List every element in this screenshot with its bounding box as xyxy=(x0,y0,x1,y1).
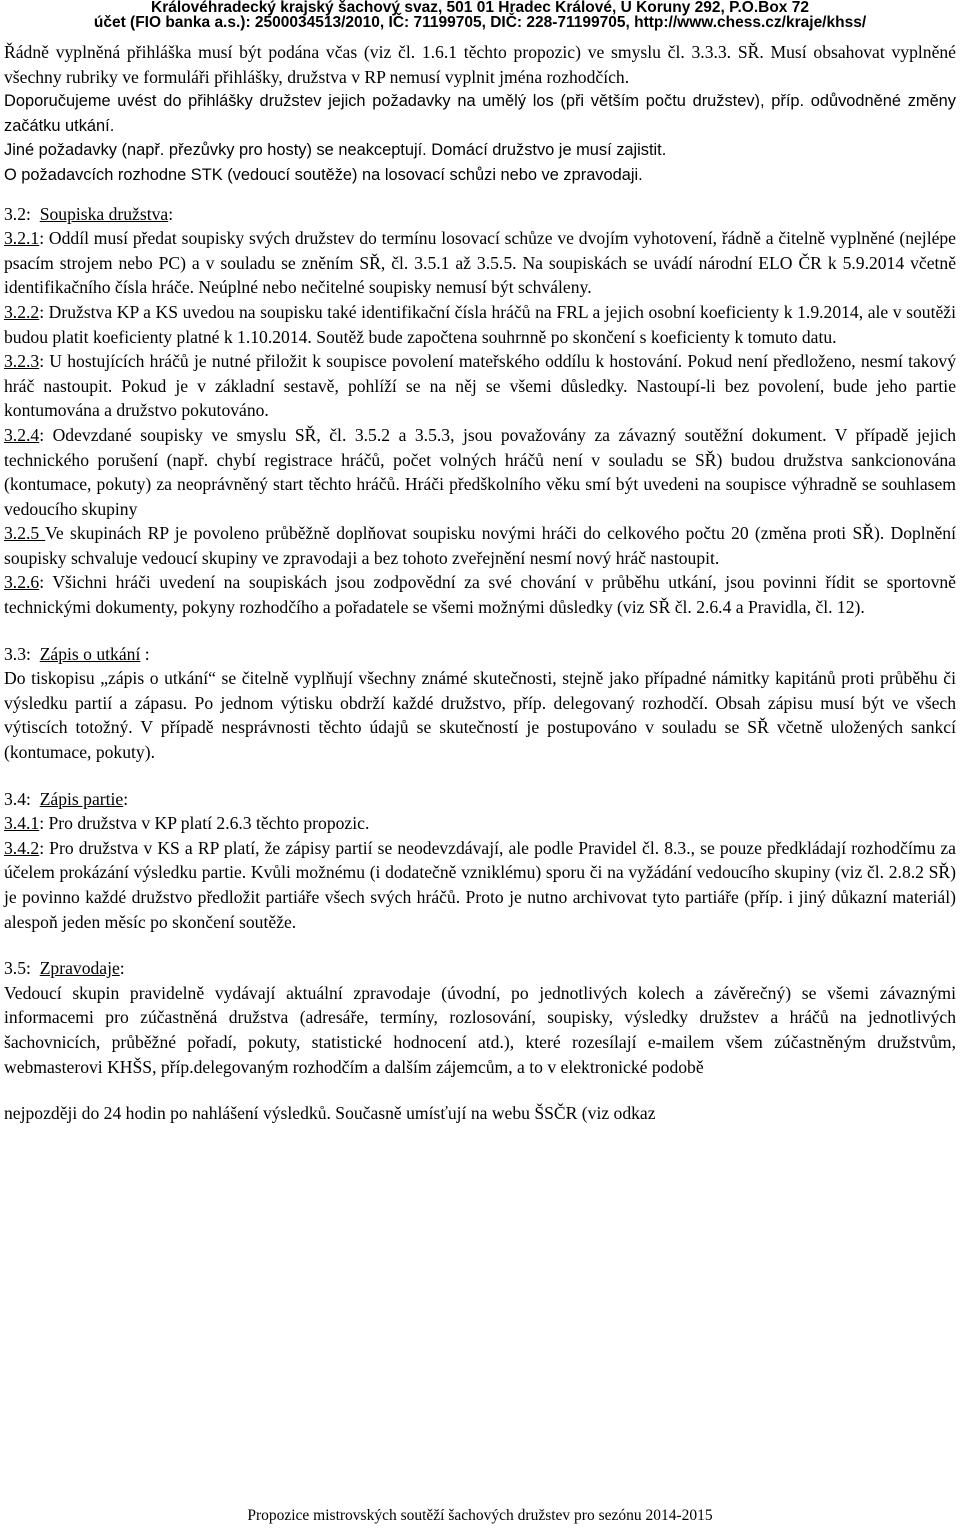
clause-separator: : xyxy=(39,837,45,858)
clause-number: 3.2.1 xyxy=(4,228,40,249)
letterhead-line-2: účet (FIO banka a.s.): 2500034513/2010, IČ: 71199705, DIČ: 228-71199705, http://www.chess.cz/kraje/khss/ xyxy=(93,14,867,31)
section-3-5-text: Vedoucí skupin pravidelně vydávají aktuální zpravodaje (úvodní, po jednotlivých kolech a závěrečný) se všemi závaznými informacemi pro zúčastněná družstva (adresáře, termíny, rozlosování, soupisky, výsledky družstev a hráčů na jednotlivých šachovnicích, průběžné pořadí, pokuty, statistické hodnocení atd.), které rozesílají e-mailem všem zúčastněným družstvům, webmasterovi KHŠS, příp.delegovaným rozhodčím a dalším zájemcům, a to v elektronické podobě xyxy=(4,982,956,1077)
clause-text: Ve skupinách RP je povoleno průběžně doplňovat soupisku novými hráči do celkového počtu 20 (změna proti SŘ). Doplnění soupisky schvaluje vedoucí skupiny ve zpravodaji a bez tohoto zveřejnění nesmí nový hráč nastoupit. xyxy=(4,523,956,568)
section-number: 3.5: xyxy=(4,958,31,979)
clause-separator: : xyxy=(39,228,45,249)
clause-3-2-1 xyxy=(4,226,956,300)
section-number: 3.4: xyxy=(4,788,31,809)
intro-paragraph-recommendation: Doporučujeme uvést do přihlášky družstev jejich požadavky na umělý los (při větším počtu družstev), příp. odůvodněné změny začátku utkání. xyxy=(4,92,956,135)
intro-paragraph-other-requests: Jiné požadavky (např. přezůvky pro hosty) se neakceptují. Domácí družstvo je musí zajistit. xyxy=(4,141,667,160)
clause-text: Družstva KP a KS uvedou na soupisku také identifikační čísla hráčů na FRL a jejich osobní koeficienty k 1.9.2014, ale v soutěži budou platit koeficienty platné k 1.10.2014. Soutěž bude započtena souhrnně po skončení s koeficienty k tomuto datu. xyxy=(4,301,956,347)
document-body xyxy=(4,40,956,1126)
clause-separator: : xyxy=(39,424,45,445)
clause-text: Všichni hráči uvedení na soupiskách jsou zodpovědní za své chování v průběhu utkání, jsou povinni řídit se sportovně technickými dokumenty, pokyny rozhodčího a pořadatele se všemi možnými důsledky (viz SŘ čl. 2.6.4 a Pravidla, čl. 12). xyxy=(4,572,956,618)
clause-3-4-2 xyxy=(4,836,956,934)
clause-3-4-1 xyxy=(4,811,956,836)
section-title: Zápis partie xyxy=(39,788,124,809)
page-break-spacer xyxy=(4,1079,956,1101)
clause-3-2-3 xyxy=(4,349,956,423)
clause-separator: : xyxy=(39,572,45,593)
clause-text: Pro družstva v KS a RP platí, že zápisy partií se neodevzdávají, ale podle Pravidel čl. 8.3., se pouze předkládají rozhodčímu za účelem prokázání výsledku partie. Kvůli možnému (i dodatečně vzniklému) sporu či na vyžádání vedoucího skupiny (viz čl. 2.8.2 SŘ) je povinno každé družstvo předložit partiáře všech svých hráčů. Proto je nutno archivovat tyto partiáře (příp. i jiný důkazní materiál) alespoň jeden měsíc po skončení soutěže. xyxy=(4,837,956,932)
clause-text: Odevzdané soupisky ve smyslu SŘ, čl. 3.5.2 a 3.5.3, jsou považovány za závazný soutěžní dokument. V případě jejich technického porušení (např. chybí registrace hráčů, počet volných hráčů není v souladu se SŘ) budou družstva sankcionována (kontumace, pokuty) za neoprávněný start těchto hráčů. Hráči předškolního věku smí být uvedeni na soupisce výhradně se souhlasem vedoucího skupiny xyxy=(4,424,956,519)
section-title: Zápis o utkání xyxy=(39,643,141,664)
clause-separator: : xyxy=(39,351,45,372)
section-3-5-text-continued: nejpozději do 24 hodin po nahlášení výsledků. Současně umísťují na webu ŠSČR (viz odkaz xyxy=(4,1103,656,1124)
clause-number: 3.2.2 xyxy=(4,301,40,322)
clause-text: U hostujících hráčů je nutné přiložit k soupisce povolení mateřského oddílu k hostování. Pokud není předloženo, nesmí takový hráč nastoupit. Pokud je v základní sestavě, pohlíží se na něj se všemi důsledky. Nastoupí-li bez povolení, bude jeho partie kontumována a družstvo pokutováno. xyxy=(4,351,956,421)
section-heading-3-4 xyxy=(4,787,956,812)
section-title-suffix: : xyxy=(168,203,174,224)
section-heading-3-3 xyxy=(4,642,956,667)
clause-number: 3.2.4 xyxy=(4,424,40,445)
section-title: Soupiska družstva xyxy=(39,203,169,224)
clause-number: 3.4.1 xyxy=(4,813,40,834)
section-title-suffix: : xyxy=(140,643,150,664)
clause-number: 3.4.2 xyxy=(4,837,40,858)
spacer xyxy=(4,765,956,787)
clause-3-2-6 xyxy=(4,570,956,619)
clause-text: Oddíl musí předat soupisky svých družstev do termínu losovací schůze ve dvojím vyhotovení, řádně a čitelně vyplněné (nejlépe psacím strojem nebo PC) a v souladu se zněním SŘ, čl. 3.5.1 až 3.5.5. Na soupiskách se uvádí národní ELO ČR k 5.9.2014 včetně identifikačního čísla hráče. Neúplné nebo nečitelné soupisky nemusí být schváleny. xyxy=(4,228,956,298)
section-3-3-text: Do tiskopisu „zápis o utkání“ se čitelně vyplňují všechny známé skutečnosti, stejně jako případné námitky kapitánů proti průběhu či výsledku partií a zápasu. Po jednom výtisku obdrží každé družstvo, příp. delegovaný rozhodčí. Obsah zápisu musí být ve všech výtiscích totožný. V případě nesprávnosti těchto údajů se skutečností je postupováno v souladu se SŘ včetně uložených sankcí (kontumace, pokuty). xyxy=(4,668,956,763)
section-title: Zpravodaje xyxy=(39,958,120,979)
clause-separator: : xyxy=(39,301,45,322)
section-heading-3-5 xyxy=(4,956,956,981)
clause-3-2-4 xyxy=(4,423,956,521)
clause-text: Pro družstva v KP platí 2.6.3 těchto propozic. xyxy=(44,813,370,834)
clause-separator: : xyxy=(39,813,45,834)
clause-number: 3.2.6 xyxy=(4,572,40,593)
clause-3-2-5 xyxy=(4,521,956,570)
section-number: 3.3: xyxy=(4,643,31,664)
intro-paragraph-application: Řádně vyplněná přihláška musí být podána včas (viz čl. 1.6.1 těchto propozic) ve smyslu čl. 3.3.3. SŘ. Musí obsahovat vyplněné všechny rubriky ve formuláři přihlášky, družstva v RP nemusí vyplnit jména rozhodčích. xyxy=(4,42,956,87)
letterhead-line-1: Královéhradecký krajský šachový svaz, 501 01 Hradec Králové, U Koruny 292, P.O.Box 72 xyxy=(151,0,809,16)
clause-number: 3.2.3 xyxy=(4,351,40,372)
clause-number: 3.2.5 xyxy=(4,523,46,544)
spacer xyxy=(4,620,956,642)
intro-paragraph-stk-decision: O požadavcích rozhodne STK (vedoucí soutěže) na losovací schůzi nebo ve zpravodaji. xyxy=(4,165,643,184)
section-number: 3.2: xyxy=(4,203,31,224)
section-heading-3-2 xyxy=(4,202,956,227)
section-title-suffix: : xyxy=(119,958,125,979)
spacer xyxy=(4,188,956,202)
page-footer: Propozice mistrovských soutěží šachových družstev pro sezónu 2014-2015 xyxy=(247,1507,713,1524)
spacer xyxy=(4,934,956,956)
clause-3-2-2 xyxy=(4,300,956,349)
section-title-suffix: : xyxy=(123,788,129,809)
